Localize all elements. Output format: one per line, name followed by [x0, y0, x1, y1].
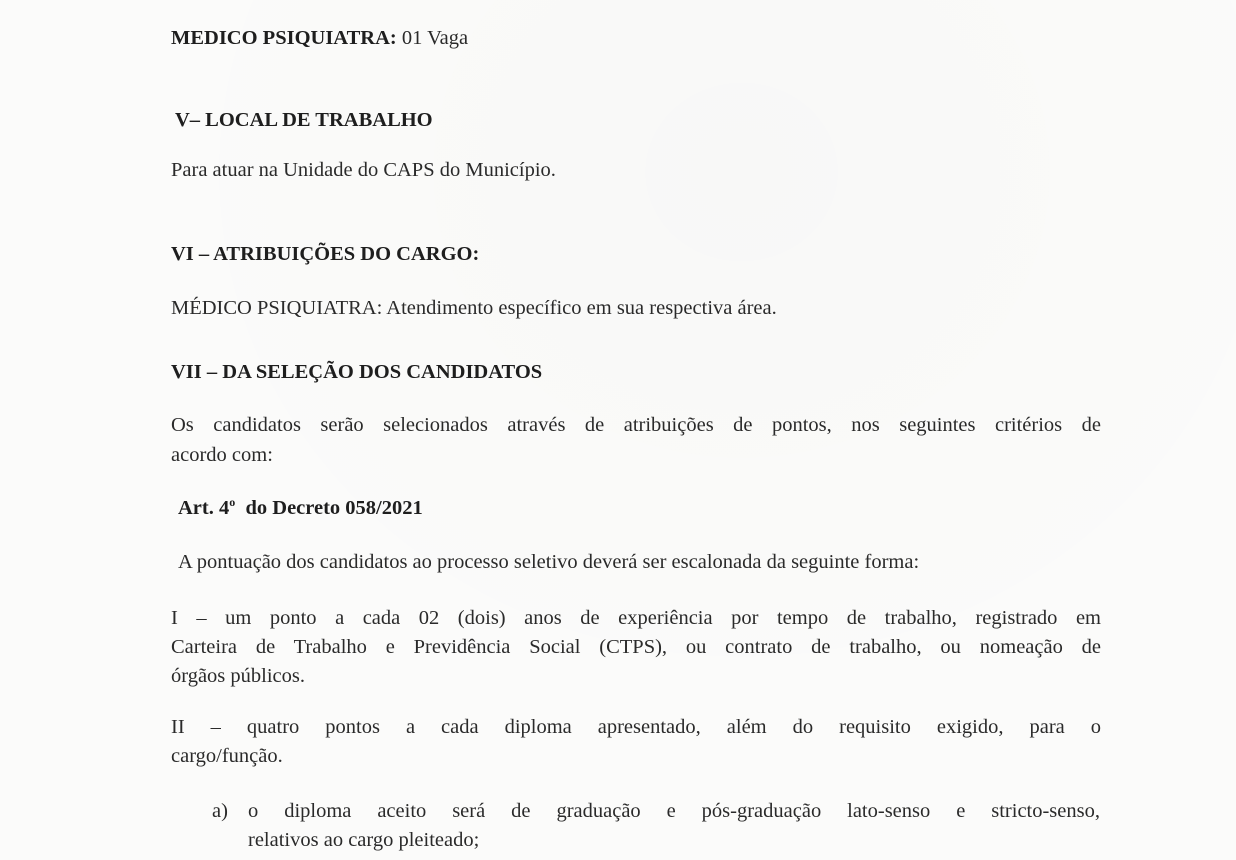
vacancy-role: MEDICO PSIQUIATRA: [171, 27, 390, 49]
item-2: [171, 713, 1101, 771]
item-a-line-2: relativos ao cargo pleiteado;: [248, 829, 480, 851]
section-6-body: MÉDICO PSIQUIATRA: Atendimento específico em sua respectiva área.: [171, 297, 777, 319]
article-title-pre: Art. 4: [178, 497, 230, 519]
vacancy-line: [171, 24, 1101, 52]
section-7-title: VII – DA SELEÇÃO DOS CANDIDATOS: [171, 361, 543, 383]
item-2-line-1: II – quatro pontos a cada diploma apresentado, além do requisito exigido, para o: [171, 716, 1101, 738]
section-7-body-line-2: acordo com:: [171, 444, 273, 466]
section-5-title: V– LOCAL DE TRABALHO: [175, 109, 433, 131]
item-a-line-1: o diploma aceito será de graduação e pós-graduação lato-senso e stricto-senso,: [248, 800, 1100, 822]
section-7-body: [171, 410, 1101, 470]
item-2-line-2: cargo/função.: [171, 745, 283, 767]
item-1-line-2: Carteira de Trabalho e Previdência Social (CTPS), ou contrato de trabalho, ou nomeação de: [171, 636, 1101, 658]
section-5-body: Para atuar na Unidade do CAPS do Município.: [171, 159, 556, 181]
article-title-sup: o: [229, 495, 236, 509]
section-7-body-line-1: Os candidatos serão selecionados através de atribuições de pontos, nos seguintes critérios de: [171, 414, 1101, 436]
item-a-marker: a): [212, 800, 228, 822]
item-a: [212, 797, 1100, 855]
vacancy-count: 01 Vaga: [396, 27, 469, 49]
section-6-title: VI – ATRIBUIÇÕES DO CARGO:: [171, 243, 480, 265]
item-1-line-3: órgãos públicos.: [171, 665, 306, 687]
article-intro: A pontuação dos candidatos ao processo seletivo deverá ser escalonada da seguinte forma:: [178, 551, 920, 573]
item-1-line-1: I – um ponto a cada 02 (dois) anos de experiência por tempo de trabalho, registrado em: [171, 607, 1101, 629]
vacancy-separator: :: [389, 27, 397, 49]
article-title: [178, 494, 1108, 522]
article-title-post: do Decreto 058/2021: [235, 497, 423, 519]
item-1: [171, 604, 1101, 691]
